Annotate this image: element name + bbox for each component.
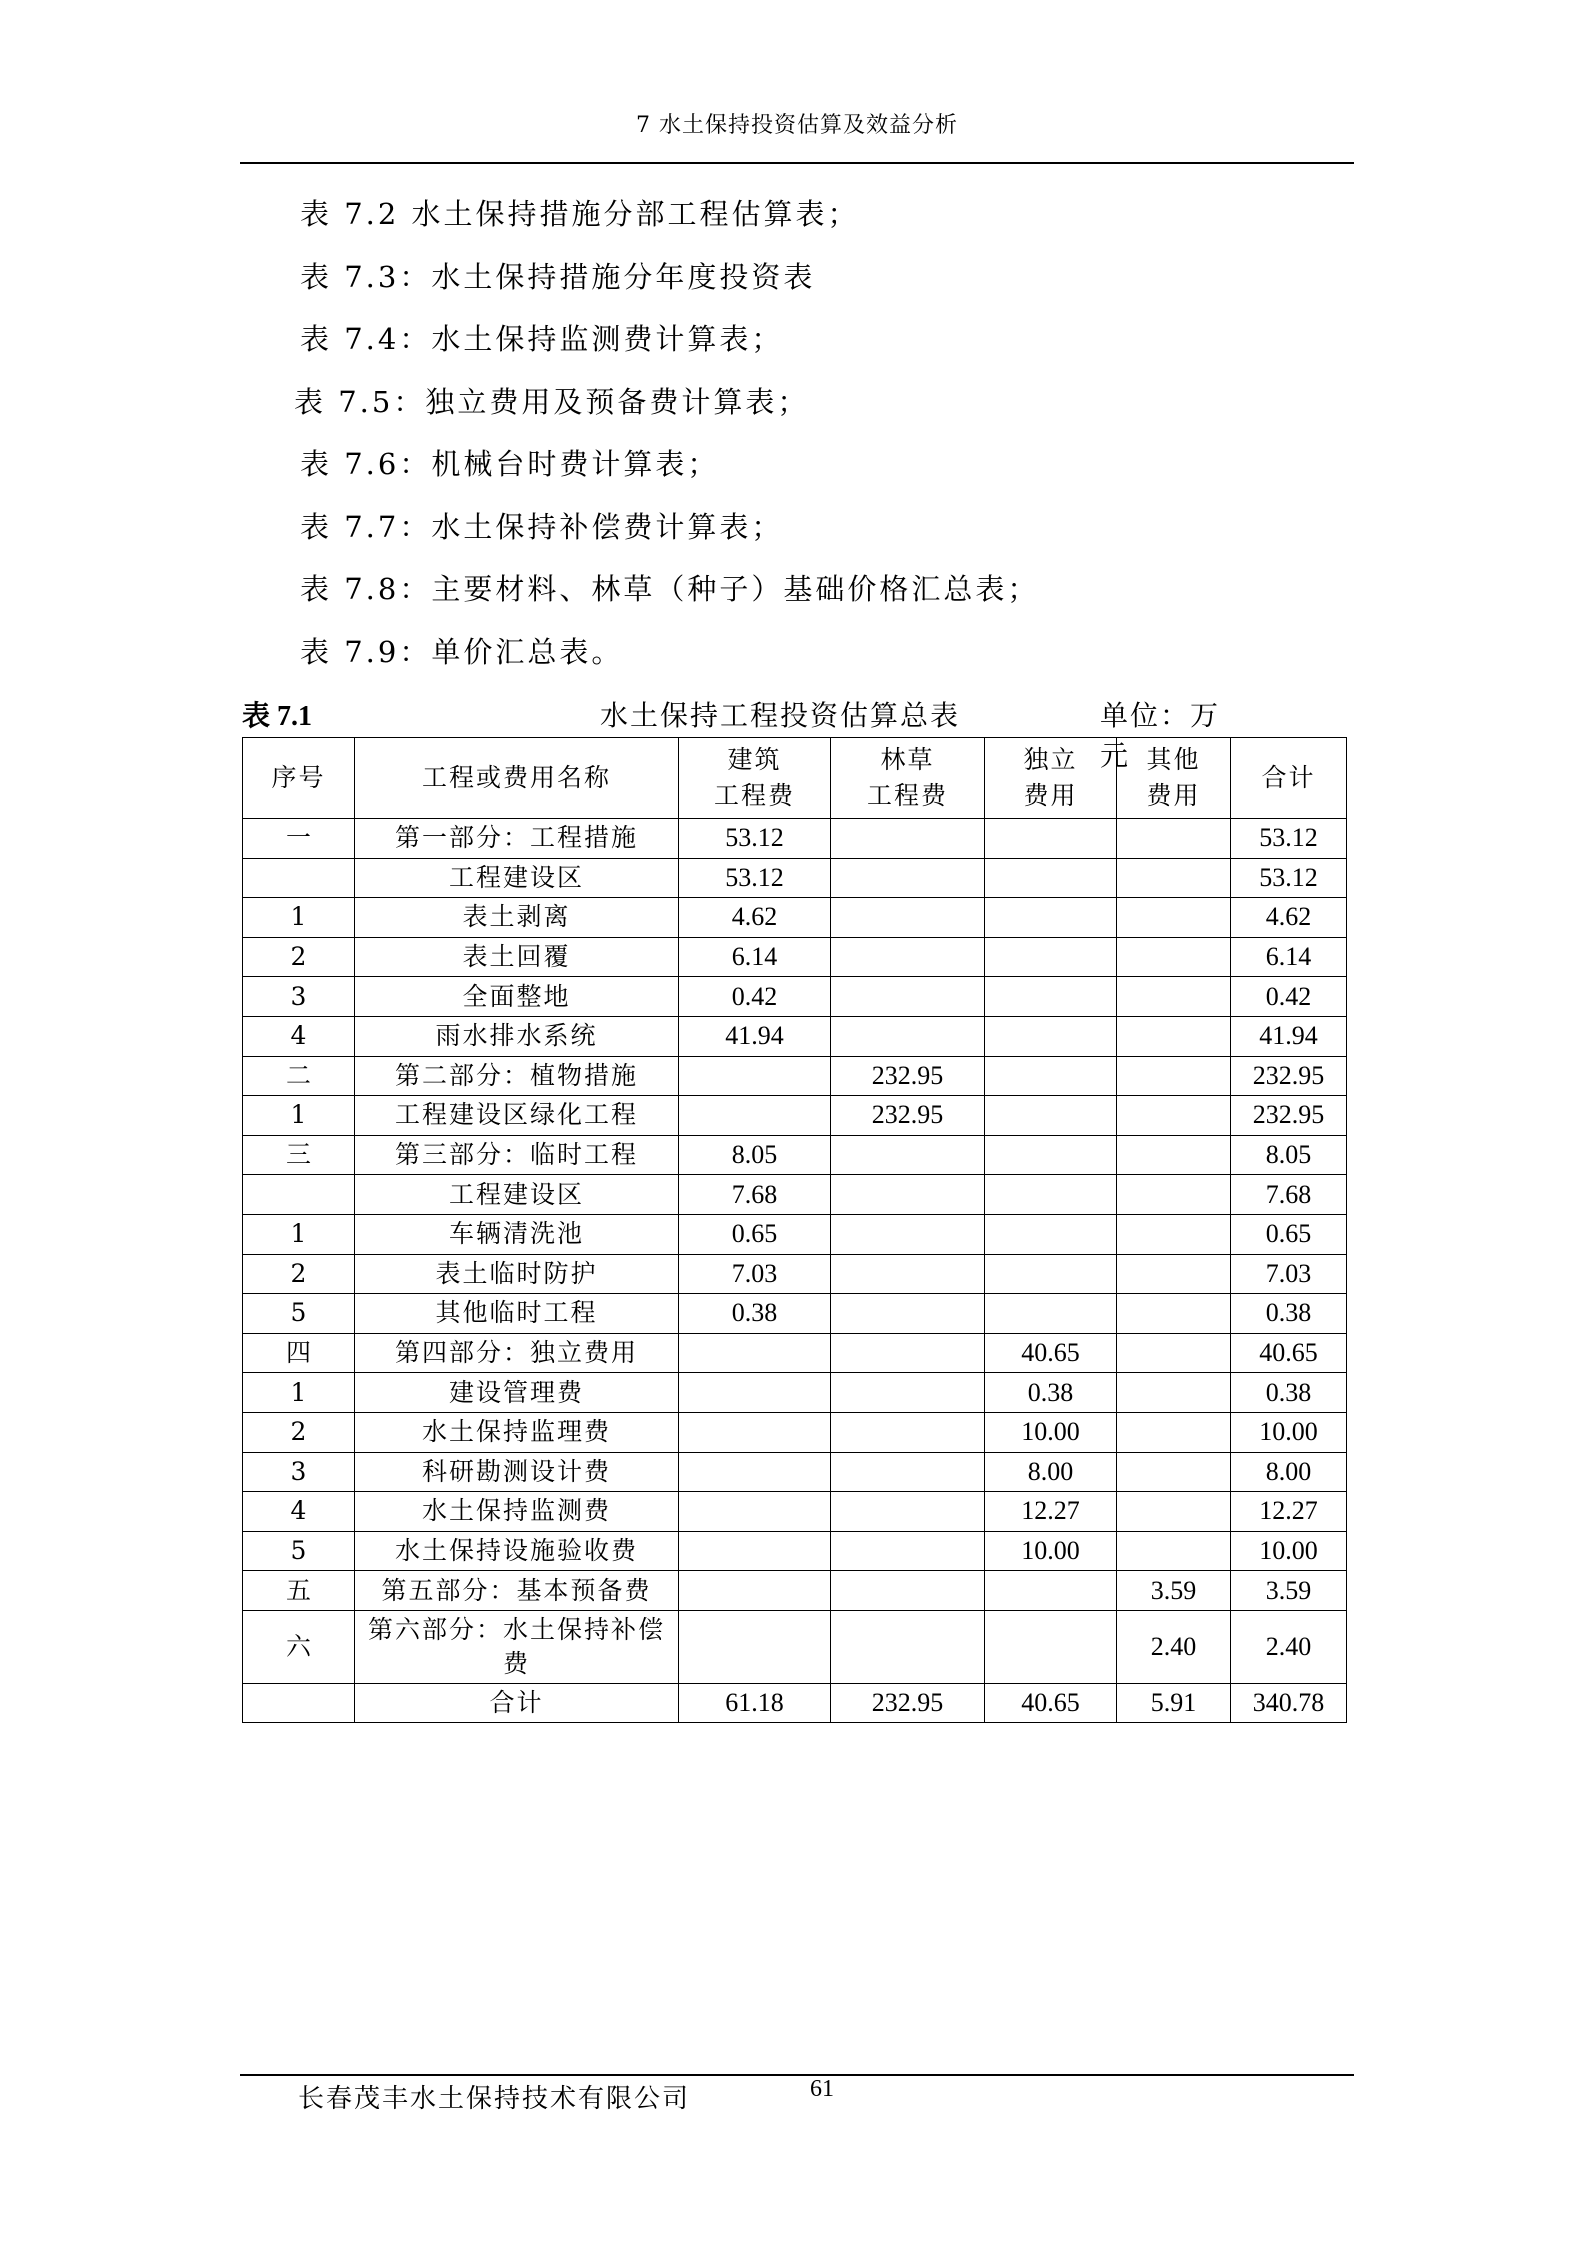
table-row — [243, 1412, 1347, 1452]
cell-other — [1117, 937, 1231, 977]
cell-indep: 40.65 — [985, 1333, 1117, 1373]
table-row — [243, 1452, 1347, 1492]
cell-indep: 40.65 — [985, 1683, 1117, 1723]
header-rule — [240, 162, 1354, 164]
cell-name: 水土保持监测费 — [355, 1492, 679, 1532]
header-seq: 序号 — [243, 738, 355, 819]
table-row — [243, 1373, 1347, 1413]
cell-seq: 4 — [243, 1492, 355, 1532]
cell-seq: 四 — [243, 1333, 355, 1373]
cell-name: 工程建设区 — [355, 1175, 679, 1215]
cell-total: 3.59 — [1231, 1571, 1347, 1611]
footer-rule — [240, 2074, 1354, 2076]
cell-seq: 一 — [243, 819, 355, 859]
table-list-item: 表 7.8：主要材料、林草（种子）基础价格汇总表； — [300, 572, 1040, 606]
cell-build: 41.94 — [679, 1016, 831, 1056]
cell-build: 0.65 — [679, 1214, 831, 1254]
table-header-row — [243, 738, 1347, 819]
cell-forest — [831, 858, 985, 898]
header-forest-line2: 工程费 — [866, 781, 948, 810]
header-build-line2: 工程费 — [713, 781, 795, 810]
cell-build — [679, 1610, 831, 1683]
cell-total: 2.40 — [1231, 1610, 1347, 1683]
cell-seq: 1 — [243, 1214, 355, 1254]
cell-build — [679, 1492, 831, 1532]
cell-forest: 232.95 — [831, 1056, 985, 1096]
cell-indep: 10.00 — [985, 1531, 1117, 1571]
cell-name: 工程建设区绿化工程 — [355, 1096, 679, 1136]
cell-total: 7.03 — [1231, 1254, 1347, 1294]
cell-total: 0.38 — [1231, 1294, 1347, 1334]
cell-other: 3.59 — [1117, 1571, 1231, 1611]
cell-seq: 3 — [243, 977, 355, 1017]
cell-forest — [831, 1531, 985, 1571]
cell-name: 全面整地 — [355, 977, 679, 1017]
cell-build — [679, 1412, 831, 1452]
cell-indep — [985, 1571, 1117, 1611]
cell-total: 10.00 — [1231, 1531, 1347, 1571]
cell-name: 表土回覆 — [355, 937, 679, 977]
cell-name: 第三部分：临时工程 — [355, 1135, 679, 1175]
cell-total: 10.00 — [1231, 1412, 1347, 1452]
header-other-line1: 其他 — [1146, 745, 1201, 774]
cell-indep: 10.00 — [985, 1412, 1117, 1452]
cell-indep — [985, 1016, 1117, 1056]
cell-other — [1117, 1492, 1231, 1532]
cell-name: 第四部分：独立费用 — [355, 1333, 679, 1373]
cell-total: 7.68 — [1231, 1175, 1347, 1215]
table-row — [243, 1610, 1347, 1683]
cell-build: 53.12 — [679, 858, 831, 898]
cell-seq: 2 — [243, 937, 355, 977]
cell-indep: 0.38 — [985, 1373, 1117, 1413]
cell-other — [1117, 1135, 1231, 1175]
cell-other — [1117, 1333, 1231, 1373]
cell-name: 合计 — [355, 1683, 679, 1723]
cell-name: 科研勘测设计费 — [355, 1452, 679, 1492]
cell-total: 4.62 — [1231, 898, 1347, 938]
cell-build: 7.68 — [679, 1175, 831, 1215]
cell-total: 340.78 — [1231, 1683, 1347, 1723]
cell-build — [679, 1056, 831, 1096]
cell-total: 0.38 — [1231, 1373, 1347, 1413]
cell-build: 6.14 — [679, 937, 831, 977]
cell-indep: 12.27 — [985, 1492, 1117, 1532]
cell-total: 232.95 — [1231, 1056, 1347, 1096]
table-row — [243, 819, 1347, 859]
table-list-item: 表 7.7：水土保持补偿费计算表； — [300, 509, 784, 544]
table-list-item: 表 7.9：单价汇总表。 — [300, 634, 624, 669]
cell-build: 4.62 — [679, 898, 831, 938]
cell-indep — [985, 858, 1117, 898]
cell-forest — [831, 1610, 985, 1683]
cell-seq: 1 — [243, 898, 355, 938]
cell-other — [1117, 1294, 1231, 1334]
cell-name: 其他临时工程 — [355, 1294, 679, 1334]
cell-indep — [985, 1096, 1117, 1136]
cell-forest — [831, 1214, 985, 1254]
cell-indep — [985, 1175, 1117, 1215]
header-forest — [831, 738, 985, 819]
table-row — [243, 1571, 1347, 1611]
table-row — [243, 1175, 1347, 1215]
header-other-line2: 费用 — [1146, 781, 1201, 810]
header-indep-line1: 独立 — [1023, 745, 1078, 774]
cell-forest — [831, 1373, 985, 1413]
cell-name: 雨水排水系统 — [355, 1016, 679, 1056]
cell-name: 第五部分：基本预备费 — [355, 1571, 679, 1611]
footer-company: 长春茂丰水土保持技术有限公司 — [298, 2084, 691, 2114]
header-forest-line1: 林草 — [880, 745, 935, 774]
table-row — [243, 1333, 1347, 1373]
table-list-item: 表 7.4：水土保持监测费计算表； — [300, 322, 784, 356]
table-row — [243, 1135, 1347, 1175]
cell-forest — [831, 898, 985, 938]
header-other — [1117, 738, 1231, 819]
cell-total: 12.27 — [1231, 1492, 1347, 1532]
cell-other: 5.91 — [1117, 1683, 1231, 1723]
cell-build — [679, 1373, 831, 1413]
cell-name: 第二部分：植物措施 — [355, 1056, 679, 1096]
header-name: 工程或费用名称 — [355, 738, 679, 819]
cell-seq — [243, 1175, 355, 1215]
cell-forest — [831, 1452, 985, 1492]
cell-indep — [985, 1254, 1117, 1294]
cell-other: 2.40 — [1117, 1610, 1231, 1683]
cell-build: 0.38 — [679, 1294, 831, 1334]
cell-forest: 232.95 — [831, 1683, 985, 1723]
cell-forest: 232.95 — [831, 1096, 985, 1136]
cell-forest — [831, 1254, 985, 1294]
table-row — [243, 977, 1347, 1017]
cell-other — [1117, 1373, 1231, 1413]
cell-name: 第六部分：水土保持补偿费 — [355, 1610, 679, 1683]
cell-other — [1117, 1214, 1231, 1254]
cell-seq: 二 — [243, 1056, 355, 1096]
cell-forest — [831, 1175, 985, 1215]
cell-forest — [831, 1294, 985, 1334]
table-row — [243, 858, 1347, 898]
cell-indep — [985, 1610, 1117, 1683]
cell-seq: 4 — [243, 1016, 355, 1056]
header-build-line1: 建筑 — [727, 745, 782, 774]
header-total: 合计 — [1231, 738, 1347, 819]
cell-build — [679, 1333, 831, 1373]
cell-total: 53.12 — [1231, 819, 1347, 859]
cell-other — [1117, 1096, 1231, 1136]
cell-seq: 1 — [243, 1373, 355, 1413]
table-title: 水土保持工程投资估算总表 — [600, 699, 961, 732]
cell-total: 8.00 — [1231, 1452, 1347, 1492]
cell-name: 水土保持设施验收费 — [355, 1531, 679, 1571]
cell-forest — [831, 977, 985, 1017]
cell-other — [1117, 1016, 1231, 1056]
cell-build: 0.42 — [679, 977, 831, 1017]
cell-other — [1117, 1254, 1231, 1294]
cell-total: 0.42 — [1231, 977, 1347, 1017]
cell-build: 8.05 — [679, 1135, 831, 1175]
table-list-item: 表 7.5：独立费用及预备费计算表； — [294, 384, 810, 419]
cell-indep — [985, 1294, 1117, 1334]
table-row — [243, 1492, 1347, 1532]
running-header: 7 水土保持投资估算及效益分析 — [636, 113, 958, 138]
cell-total: 0.65 — [1231, 1214, 1347, 1254]
cell-indep: 8.00 — [985, 1452, 1117, 1492]
cell-build — [679, 1571, 831, 1611]
cell-forest — [831, 1016, 985, 1056]
cell-forest — [831, 937, 985, 977]
table-row — [243, 1056, 1347, 1096]
header-indep — [985, 738, 1117, 819]
table-unit: 单位：万元 — [1100, 699, 1221, 772]
cell-build — [679, 1452, 831, 1492]
cell-other — [1117, 1452, 1231, 1492]
cell-seq: 3 — [243, 1452, 355, 1492]
cell-total: 8.05 — [1231, 1135, 1347, 1175]
cell-forest — [831, 819, 985, 859]
cell-indep — [985, 1135, 1117, 1175]
cell-name: 车辆清洗池 — [355, 1214, 679, 1254]
cell-forest — [831, 1492, 985, 1532]
cell-name: 建设管理费 — [355, 1373, 679, 1413]
cell-build: 7.03 — [679, 1254, 831, 1294]
cell-seq: 2 — [243, 1412, 355, 1452]
table-row — [243, 898, 1347, 938]
cell-other — [1117, 819, 1231, 859]
cell-build — [679, 1096, 831, 1136]
table-row — [243, 1214, 1347, 1254]
table-body — [243, 819, 1347, 1723]
table-list-item: 表 7.3：水土保持措施分年度投资表 — [300, 259, 816, 294]
table-list — [294, 188, 1040, 688]
cell-seq — [243, 1683, 355, 1723]
table-row — [243, 1683, 1347, 1723]
cell-total: 232.95 — [1231, 1096, 1347, 1136]
cell-other — [1117, 1175, 1231, 1215]
cell-seq: 2 — [243, 1254, 355, 1294]
cell-name: 工程建设区 — [355, 858, 679, 898]
cell-indep — [985, 898, 1117, 938]
cell-indep — [985, 1214, 1117, 1254]
cell-other — [1117, 858, 1231, 898]
cell-forest — [831, 1135, 985, 1175]
cell-forest — [831, 1333, 985, 1373]
cell-seq — [243, 858, 355, 898]
cell-build — [679, 1531, 831, 1571]
cell-other — [1117, 977, 1231, 1017]
cell-other — [1117, 1412, 1231, 1452]
cell-seq: 三 — [243, 1135, 355, 1175]
cell-name: 表土剥离 — [355, 898, 679, 938]
table-row — [243, 1531, 1347, 1571]
cell-name: 表土临时防护 — [355, 1254, 679, 1294]
table-list-item: 表 7.6：机械台时费计算表； — [300, 447, 720, 481]
table-row — [243, 937, 1347, 977]
table-list-item: 表 7.2 水土保持措施分部工程估算表； — [300, 197, 860, 231]
header-build — [679, 738, 831, 819]
cell-other — [1117, 898, 1231, 938]
cell-indep — [985, 1056, 1117, 1096]
cell-indep — [985, 977, 1117, 1017]
cell-build: 61.18 — [679, 1683, 831, 1723]
cell-seq: 五 — [243, 1571, 355, 1611]
cell-build: 53.12 — [679, 819, 831, 859]
cell-seq: 5 — [243, 1294, 355, 1334]
table-row — [243, 1294, 1347, 1334]
investment-summary-table — [242, 737, 1347, 1723]
cell-forest — [831, 1412, 985, 1452]
cell-indep — [985, 937, 1117, 977]
table-row — [243, 1016, 1347, 1056]
table-number: 表 7.1 — [242, 701, 313, 732]
table-row — [243, 1254, 1347, 1294]
cell-seq: 5 — [243, 1531, 355, 1571]
cell-seq: 1 — [243, 1096, 355, 1136]
cell-total: 40.65 — [1231, 1333, 1347, 1373]
cell-name: 第一部分：工程措施 — [355, 819, 679, 859]
cell-total: 6.14 — [1231, 937, 1347, 977]
cell-total: 53.12 — [1231, 858, 1347, 898]
cell-other — [1117, 1056, 1231, 1096]
cell-other — [1117, 1531, 1231, 1571]
cell-total: 41.94 — [1231, 1016, 1347, 1056]
table-row — [243, 1096, 1347, 1136]
cell-seq: 六 — [243, 1610, 355, 1683]
cell-indep — [985, 819, 1117, 859]
header-indep-line2: 费用 — [1023, 781, 1078, 810]
cell-name: 水土保持监理费 — [355, 1412, 679, 1452]
cell-forest — [831, 1571, 985, 1611]
page-number: 61 — [810, 2076, 834, 2102]
